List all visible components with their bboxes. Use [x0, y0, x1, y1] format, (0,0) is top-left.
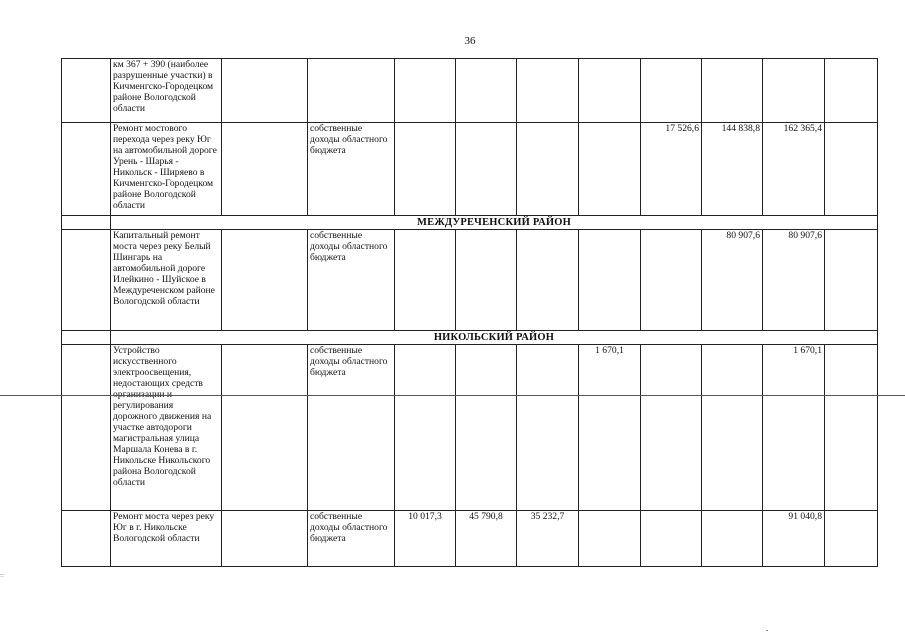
scan-line [0, 395, 905, 396]
value-cell [702, 511, 763, 567]
empty-cell [825, 511, 878, 567]
source-cell: собственные доходы областного бюджета [308, 123, 395, 216]
value-cell [579, 511, 641, 567]
source-cell: собственные доходы областного бюджета [308, 345, 395, 511]
index-cell [62, 59, 111, 123]
table-row [62, 345, 878, 511]
description-cell: Ремонт мостового перехода через реку Юг на автомобильной дороге Урень - Шарья - Никольск - Ширяево в Кичменгско-Городецком районе Вологодской области [111, 123, 222, 216]
description-cell: Капитальный ремонт моста через реку Белый Шингарь на автомобильной дороге Илейкино - Шуйское в Междуреченском районе Вологодской области [111, 230, 222, 331]
total-cell: 91 040,8 [763, 511, 825, 567]
value-cell [517, 345, 579, 511]
value-cell [517, 59, 579, 123]
edge-mark: = [0, 572, 4, 580]
empty-cell [825, 59, 878, 123]
value-cell [641, 345, 702, 511]
value-cell [456, 123, 517, 216]
value-cell [456, 59, 517, 123]
empty-cell [825, 230, 878, 331]
total-cell: 162 365,4 [763, 123, 825, 216]
source-cell: собственные доходы областного бюджета [308, 230, 395, 331]
scan-dot [766, 630, 768, 631]
value-cell [579, 230, 641, 331]
value-cell [641, 59, 702, 123]
value-cell: 45 790,8 [456, 511, 517, 567]
total-cell [763, 59, 825, 123]
value-cell [517, 230, 579, 331]
value-cell: 80 907,6 [702, 230, 763, 331]
value-cell [579, 123, 641, 216]
value-cell: 35 232,7 [517, 511, 579, 567]
section-row [62, 331, 878, 345]
value-cell [456, 345, 517, 511]
index-cell [62, 216, 111, 230]
source-cell [308, 59, 395, 123]
total-cell: 80 907,6 [763, 230, 825, 331]
section-title-mezhdurechensky: МЕЖДУРЕЧЕНСКИЙ РАЙОН [111, 216, 878, 230]
value-cell: 144 838,8 [702, 123, 763, 216]
value-cell: 17 526,6 [641, 123, 702, 216]
value-cell: 10 017,3 [395, 511, 456, 567]
budget-table [61, 58, 878, 567]
description-cell: Ремонт моста через реку Юг в г. Никольске Вологодской области [111, 511, 222, 567]
table-row [62, 123, 878, 216]
empty-cell [222, 230, 308, 331]
value-cell [395, 230, 456, 331]
index-cell [62, 230, 111, 331]
index-cell [62, 345, 111, 511]
value-cell [641, 511, 702, 567]
empty-cell [222, 59, 308, 123]
value-cell [641, 230, 702, 331]
empty-cell [222, 511, 308, 567]
table-row [62, 59, 878, 123]
empty-cell [825, 345, 878, 511]
source-cell: собственные доходы областного бюджета [308, 511, 395, 567]
total-cell: 1 670,1 [763, 345, 825, 511]
index-cell [62, 331, 111, 345]
empty-cell [825, 123, 878, 216]
table-row [62, 230, 878, 331]
description-cell: Устройство искусственного электроосвещения, недостающих средств регулирования дорожного движения на участке автодороги магистральная улица Маршала Конева в г. Никольске Никольского района Вологодской области [111, 345, 222, 511]
section-title-nikolsky: НИКОЛЬСКИЙ РАЙОН [111, 331, 878, 345]
value-cell [395, 59, 456, 123]
value-cell: 1 670,1 [579, 345, 641, 511]
page-number: 36 [464, 35, 476, 47]
value-cell [456, 230, 517, 331]
empty-cell [222, 123, 308, 216]
index-cell [62, 123, 111, 216]
table-row [62, 511, 878, 567]
value-cell [517, 123, 579, 216]
section-row [62, 216, 878, 230]
value-cell [702, 345, 763, 511]
empty-cell [222, 345, 308, 511]
description-cell: км 367 + 390 (наиболее разрушенные участки) в Кичменгско-Городецком районе Вологодской области [111, 59, 222, 123]
value-cell [702, 59, 763, 123]
value-cell [579, 59, 641, 123]
value-cell [395, 345, 456, 511]
value-cell [395, 123, 456, 216]
index-cell [62, 511, 111, 567]
